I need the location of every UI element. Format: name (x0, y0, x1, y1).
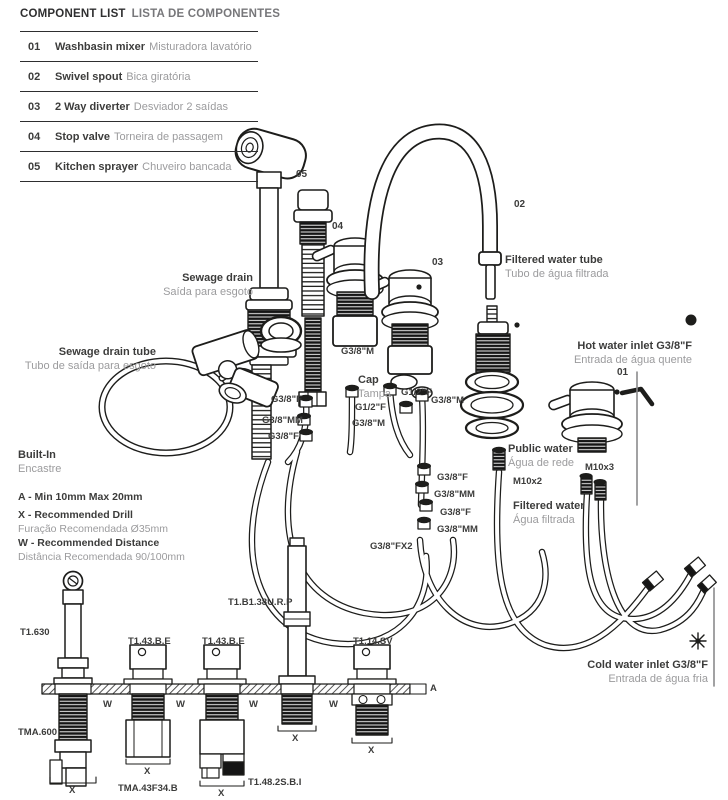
table-row (20, 121, 258, 151)
row-name-en: Stop valve (55, 130, 111, 143)
row-number: 04 (28, 130, 41, 143)
fitting-label: G3/8"F (437, 472, 468, 483)
part-t1630-art (50, 572, 96, 787)
row-name-en: Washbasin mixer (55, 40, 146, 53)
fitting-label: M10x2 (513, 476, 543, 487)
part-number-t114sv: T1.14.SV (353, 636, 393, 647)
row-number: 03 (28, 100, 41, 113)
row-number: 02 (28, 70, 41, 83)
dim-x: X (144, 766, 151, 777)
label-filtered-water: Filtered water Água filtrada (513, 500, 585, 526)
part-number-t1630: T1.630 (20, 627, 50, 638)
dim-x: X (292, 733, 299, 744)
callout-02: 02 (514, 199, 526, 210)
part-t1482s-art (198, 645, 246, 786)
label-cap: Cap Tampa (358, 374, 392, 400)
part-tma43f34-art (124, 645, 172, 764)
fitting-label: G3/8"MM (434, 489, 475, 500)
row-name-pt: Misturadora lavatório (149, 40, 252, 53)
page-title (20, 8, 280, 20)
part-number-t1482sbi: T1.48.2S.B.I (248, 777, 302, 788)
row-name-en: 2 Way diverter (55, 100, 130, 113)
row-name-pt: Torneira de passagem (114, 130, 223, 143)
callout-01: 01 (617, 367, 629, 378)
dim-w: W (249, 699, 258, 710)
fitting-label: G3/8"M (352, 418, 386, 429)
label-built-in: Built-In Encastre (18, 449, 62, 475)
row-number: 05 (28, 160, 41, 173)
fitting-label: G3/8"MM (262, 415, 303, 426)
hot-indicator-icon (686, 315, 697, 326)
table-row (20, 91, 258, 121)
row-name-en: Swivel spout (55, 70, 123, 83)
part-number-tma600: TMA.600 (18, 727, 58, 738)
fitting-label: G1/2"F (401, 387, 432, 398)
row-name-en: Kitchen sprayer (55, 160, 139, 173)
label-sewage-drain: Sewage drain Saída para esgoto (163, 272, 253, 298)
label-hot-water-inlet: Hot water inlet G3/8"F Entrada de água quente (573, 340, 692, 366)
cold-indicator-icon (690, 633, 706, 649)
note-drill: X - Recommended Drill Furação Recomendada Ø35mm (18, 509, 168, 535)
part-t114sv-art (348, 645, 396, 743)
fitting-label: G3/8"M (431, 395, 465, 406)
callout-03: 03 (432, 257, 444, 268)
fitting-label: G3/8"FX2 (370, 541, 413, 552)
part-number-t1b138urp: T1.B1.38U.R.P (228, 597, 293, 608)
table-row (20, 31, 258, 61)
fitting-label: M10x3 (585, 462, 615, 473)
title-en: COMPONENT LIST (20, 8, 126, 20)
callout-05: 05 (296, 169, 308, 180)
table-row (20, 61, 258, 91)
dim-x: X (368, 745, 375, 756)
dim-w: W (103, 699, 112, 710)
dim-w: W (176, 699, 185, 710)
fitting-label: G3/8"MM (437, 524, 478, 535)
row-name-pt: Desviador 2 saídas (133, 100, 228, 113)
label-sewage-drain-tube: Sewage drain tube Tubo de saída para esgoto (24, 346, 156, 372)
component-list-table (20, 31, 258, 182)
public-water-filter-art (461, 306, 523, 438)
fitting-label: G3/8"M (341, 346, 375, 357)
label-filtered-water-tube: Filtered water tube Tubo de água filtrada (505, 254, 609, 280)
table-row (20, 151, 258, 182)
fitting-label: G1/2"F (355, 402, 386, 413)
row-number: 01 (28, 40, 41, 53)
note-distance: W - Recommended Distance Distância Recomendada 90/100mm (18, 537, 185, 563)
dim-x: X (69, 785, 76, 796)
row-name-pt: Chuveiro bancada (142, 160, 232, 173)
note-thickness: A - Min 10mm Max 20mm (18, 491, 143, 503)
title-pt: LISTA DE COMPONENTES (131, 8, 281, 20)
part-number-t143be-2: T1.43.B.E (202, 636, 245, 647)
row-name-pt: Bica giratória (126, 70, 191, 83)
dim-x: X (218, 788, 225, 799)
part-number-t143be: T1.43.B.E (128, 636, 171, 647)
fitting-label: G3/8"F (440, 507, 471, 518)
part-number-tma43f34b: TMA.43F34.B (118, 783, 178, 794)
dim-w: W (329, 699, 338, 710)
fitting-label: G3/8"F (271, 394, 302, 405)
fitting-label: G3/8"F (268, 431, 299, 442)
callout-04: 04 (332, 221, 344, 232)
label-public-water: Public water Água de rede (508, 443, 575, 469)
dim-a: A (430, 683, 437, 694)
label-cold-water-inlet: Cold water inlet G3/8"F Entrada de água fria (587, 659, 708, 685)
